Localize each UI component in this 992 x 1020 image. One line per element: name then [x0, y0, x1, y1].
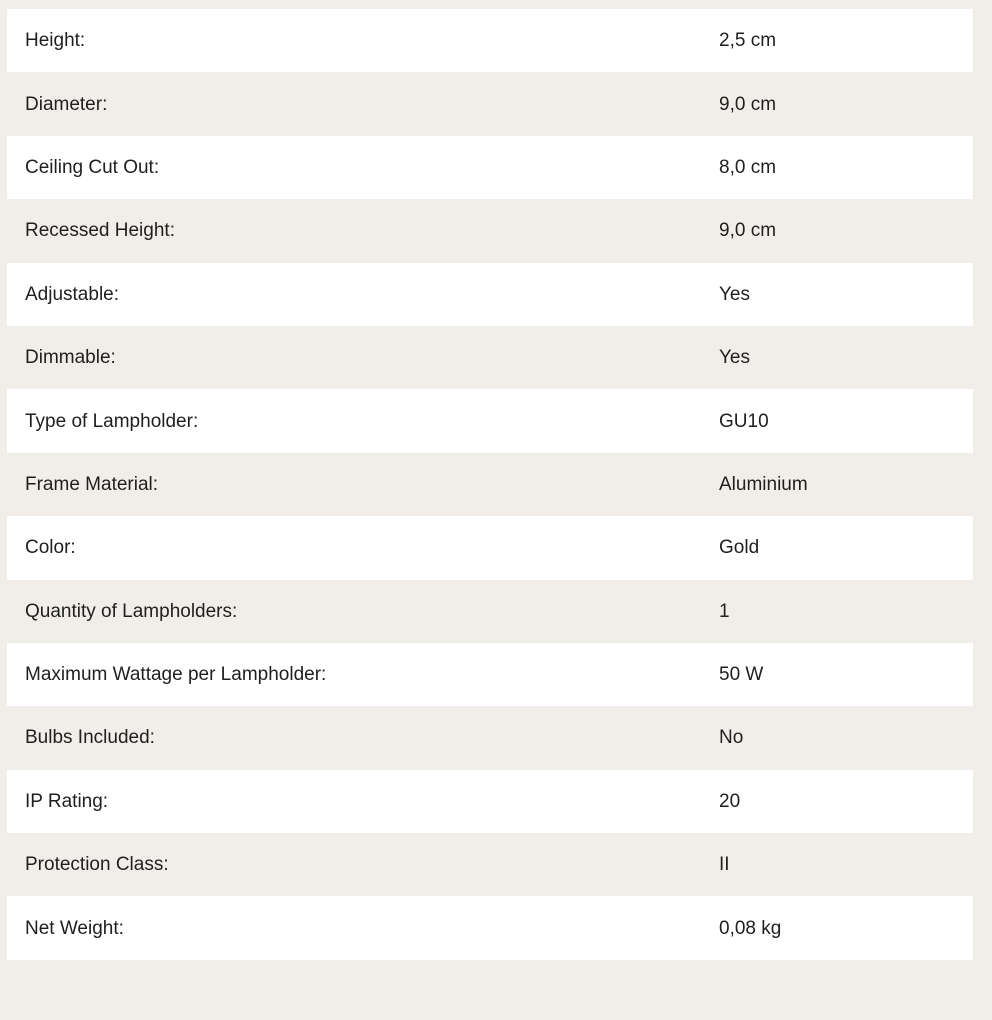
spec-value: No: [719, 727, 744, 749]
spec-label: Bulbs Included:: [25, 727, 155, 749]
spec-value: 9,0 cm: [719, 220, 777, 242]
spec-table: [7, 9, 973, 960]
spec-label: Net Weight:: [25, 917, 124, 939]
spec-row-color: [7, 516, 973, 579]
spec-label: Dimmable:: [25, 347, 116, 369]
spec-value: 2,5 cm: [719, 30, 777, 52]
spec-value: Yes: [719, 283, 750, 305]
spec-row-protection-class: [7, 833, 973, 896]
spec-value: 9,0 cm: [719, 93, 777, 115]
spec-value: Gold: [719, 537, 760, 559]
spec-label: Protection Class:: [25, 854, 169, 876]
spec-value: 20: [719, 790, 741, 812]
spec-label: Quantity of Lampholders:: [25, 600, 238, 622]
spec-value: GU10: [719, 410, 769, 432]
spec-value: 8,0 cm: [719, 156, 777, 178]
spec-label: Ceiling Cut Out:: [25, 156, 160, 178]
spec-value: Yes: [719, 347, 750, 369]
spec-row-bulbs-included: [7, 706, 973, 769]
spec-value: 0,08 kg: [719, 917, 782, 939]
spec-row-height: [7, 9, 973, 72]
spec-row-lampholder-type: [7, 389, 973, 452]
spec-row-max-wattage: [7, 643, 973, 706]
spec-label: IP Rating:: [25, 790, 109, 812]
spec-value: Aluminium: [719, 473, 808, 495]
spec-row-lampholder-quantity: [7, 580, 973, 643]
spec-value: 50 W: [719, 664, 764, 686]
spec-label: Diameter:: [25, 93, 108, 115]
spec-label: Recessed Height:: [25, 220, 175, 242]
spec-label: Frame Material:: [25, 473, 159, 495]
spec-row-recessed-height: [7, 199, 973, 262]
spec-row-net-weight: [7, 896, 973, 959]
spec-value: 1: [719, 600, 730, 622]
spec-label: Adjustable:: [25, 283, 120, 305]
spec-row-ip-rating: [7, 770, 973, 833]
spec-label: Color:: [25, 537, 76, 559]
spec-label: Maximum Wattage per Lampholder:: [25, 664, 327, 686]
spec-value: II: [719, 854, 730, 876]
spec-row-ceiling-cut-out: [7, 136, 973, 199]
spec-row-dimmable: [7, 326, 973, 389]
spec-row-adjustable: [7, 263, 973, 326]
spec-label: Type of Lampholder:: [25, 410, 199, 432]
spec-label: Height:: [25, 30, 86, 52]
spec-row-diameter: [7, 72, 973, 135]
spec-row-frame-material: [7, 453, 973, 516]
